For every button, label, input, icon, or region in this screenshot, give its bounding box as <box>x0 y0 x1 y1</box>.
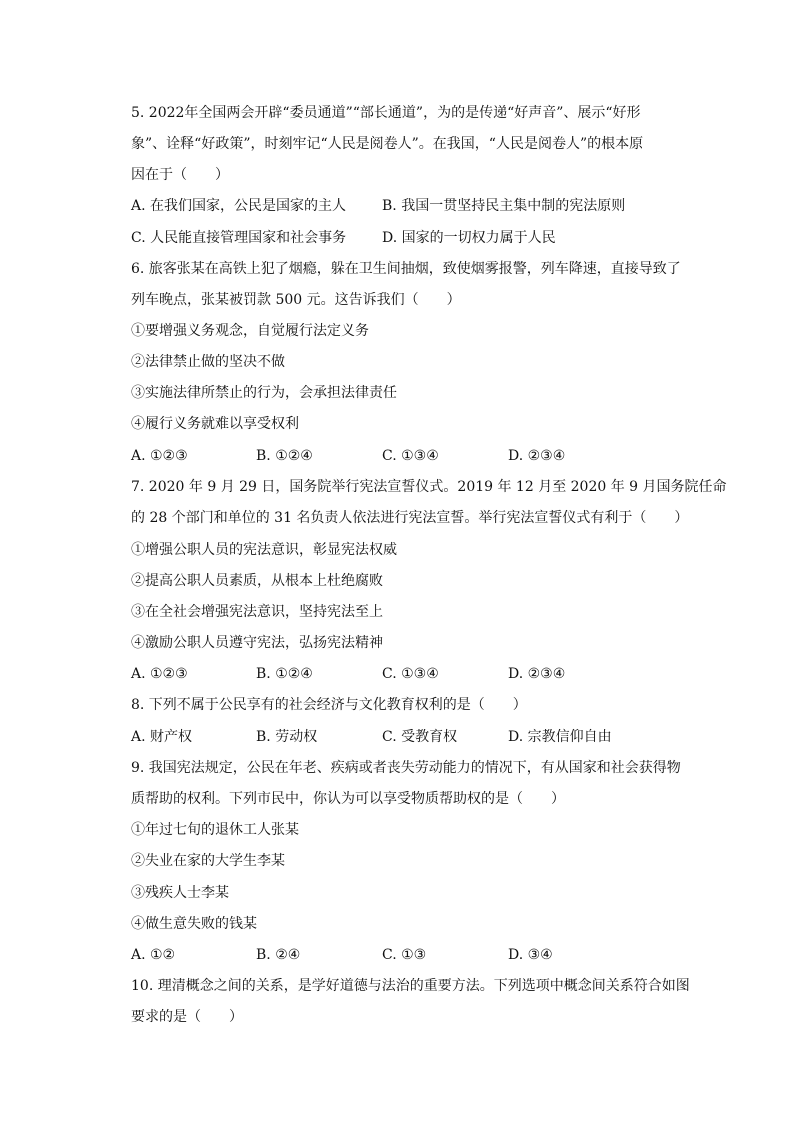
question-7-stem-line-2: 的 28 个部门和单位的 31 名负责人依法进行宪法宣誓。举行宪法宣誓仪式有利于（ ） <box>131 510 689 526</box>
question-9-statement-2: ②失业在家的大学生李某 <box>131 853 285 869</box>
question-9-stem-line-2: 质帮助的权利。下列市民中，你认为可以享受物质帮助权的是（ ） <box>131 791 565 807</box>
question-6-statement-4: ④履行义务就难以享受权利 <box>131 416 299 432</box>
question-6-option-d[interactable]: D. ②③④ <box>508 448 566 464</box>
question-5-option-b[interactable]: B. 我国一贯坚持民主集中制的宪法原则 <box>382 198 626 214</box>
question-7-option-a[interactable]: A. ①②③ <box>131 666 188 682</box>
question-8-option-a[interactable]: A. 财产权 <box>131 729 193 745</box>
question-7-option-d[interactable]: D. ②③④ <box>508 666 566 682</box>
question-7-statement-4: ④激励公职人员遵守宪法，弘扬宪法精神 <box>131 635 383 651</box>
question-6-statement-3: ③实施法律所禁止的行为，会承担法律责任 <box>131 385 397 401</box>
question-6-option-c[interactable]: C. ①③④ <box>382 448 439 464</box>
question-6-option-a[interactable]: A. ①②③ <box>131 448 188 464</box>
question-10-stem-line-1: 10. 理清概念之间的关系，是学好道德与法治的重要方法。下列选项中概念间关系符合如图 <box>131 978 690 994</box>
question-5-stem-line-1: 5. 2022年全国两会开辟“委员通道”“部长通道”，为的是传递“好声音”、展示“好形 <box>131 105 641 121</box>
question-9-option-d[interactable]: D. ③④ <box>508 947 553 963</box>
question-9-option-b[interactable]: B. ②④ <box>256 947 301 963</box>
question-5-option-c[interactable]: C. 人民能直接管理国家和社会事务 <box>131 230 347 246</box>
question-6-stem-line-1: 6. 旅客张某在高铁上犯了烟瘾，躲在卫生间抽烟，致使烟雾报警，列车降速，直接导致了 <box>131 261 681 277</box>
question-7-option-c[interactable]: C. ①③④ <box>382 666 439 682</box>
question-8-option-b[interactable]: B. 劳动权 <box>256 729 318 745</box>
question-9-stem-line-1: 9. 我国宪法规定，公民在年老、疾病或者丧失劳动能力的情况下，有从国家和社会获得物 <box>131 760 681 776</box>
question-8-option-c[interactable]: C. 受教育权 <box>382 729 458 745</box>
question-6-option-b[interactable]: B. ①②④ <box>256 448 313 464</box>
question-6-statement-2: ②法律禁止做的坚决不做 <box>131 354 285 370</box>
question-6-statement-1: ①要增强义务观念，自觉履行法定义务 <box>131 323 369 339</box>
question-8-option-d[interactable]: D. 宗教信仰自由 <box>508 729 612 745</box>
question-8-stem-line-1: 8. 下列不属于公民享有的社会经济与文化教育权利的是（ ） <box>131 697 527 713</box>
question-6-stem-line-2: 列车晚点，张某被罚款 500 元。这告诉我们（ ） <box>131 292 461 308</box>
question-7-statement-3: ③在全社会增强宪法意识，坚持宪法至上 <box>131 604 383 620</box>
question-9-statement-4: ④做生意失败的钱某 <box>131 916 257 932</box>
question-9-option-a[interactable]: A. ①② <box>131 947 176 963</box>
question-5-option-a[interactable]: A. 在我们国家，公民是国家的主人 <box>131 198 347 214</box>
question-7-option-b[interactable]: B. ①②④ <box>256 666 313 682</box>
question-9-statement-3: ③残疾人士李某 <box>131 885 229 901</box>
question-7-statement-1: ①增强公职人员的宪法意识，彰显宪法权威 <box>131 542 397 558</box>
question-7-stem-line-1: 7. 2020 年 9 月 29 日，国务院举行宪法宣誓仪式。2019 年 12 月至 2020 年 9 月国务院任命 <box>131 479 727 495</box>
question-5-stem-line-3: 因在于（ ） <box>131 167 229 183</box>
question-7-statement-2: ②提高公职人员素质，从根本上杜绝腐败 <box>131 573 383 589</box>
question-9-option-c[interactable]: C. ①③ <box>382 947 427 963</box>
question-9-statement-1: ①年过七旬的退休工人张某 <box>131 822 299 838</box>
question-10-stem-line-2: 要求的是（ ） <box>131 1009 243 1025</box>
question-5-option-d[interactable]: D. 国家的一切权力属于人民 <box>382 230 556 246</box>
question-5-stem-line-2: 象”、诠释“好政策”，时刻牢记“人民是阅卷人”。在我国，“人民是阅卷人”的根本原 <box>131 136 644 152</box>
